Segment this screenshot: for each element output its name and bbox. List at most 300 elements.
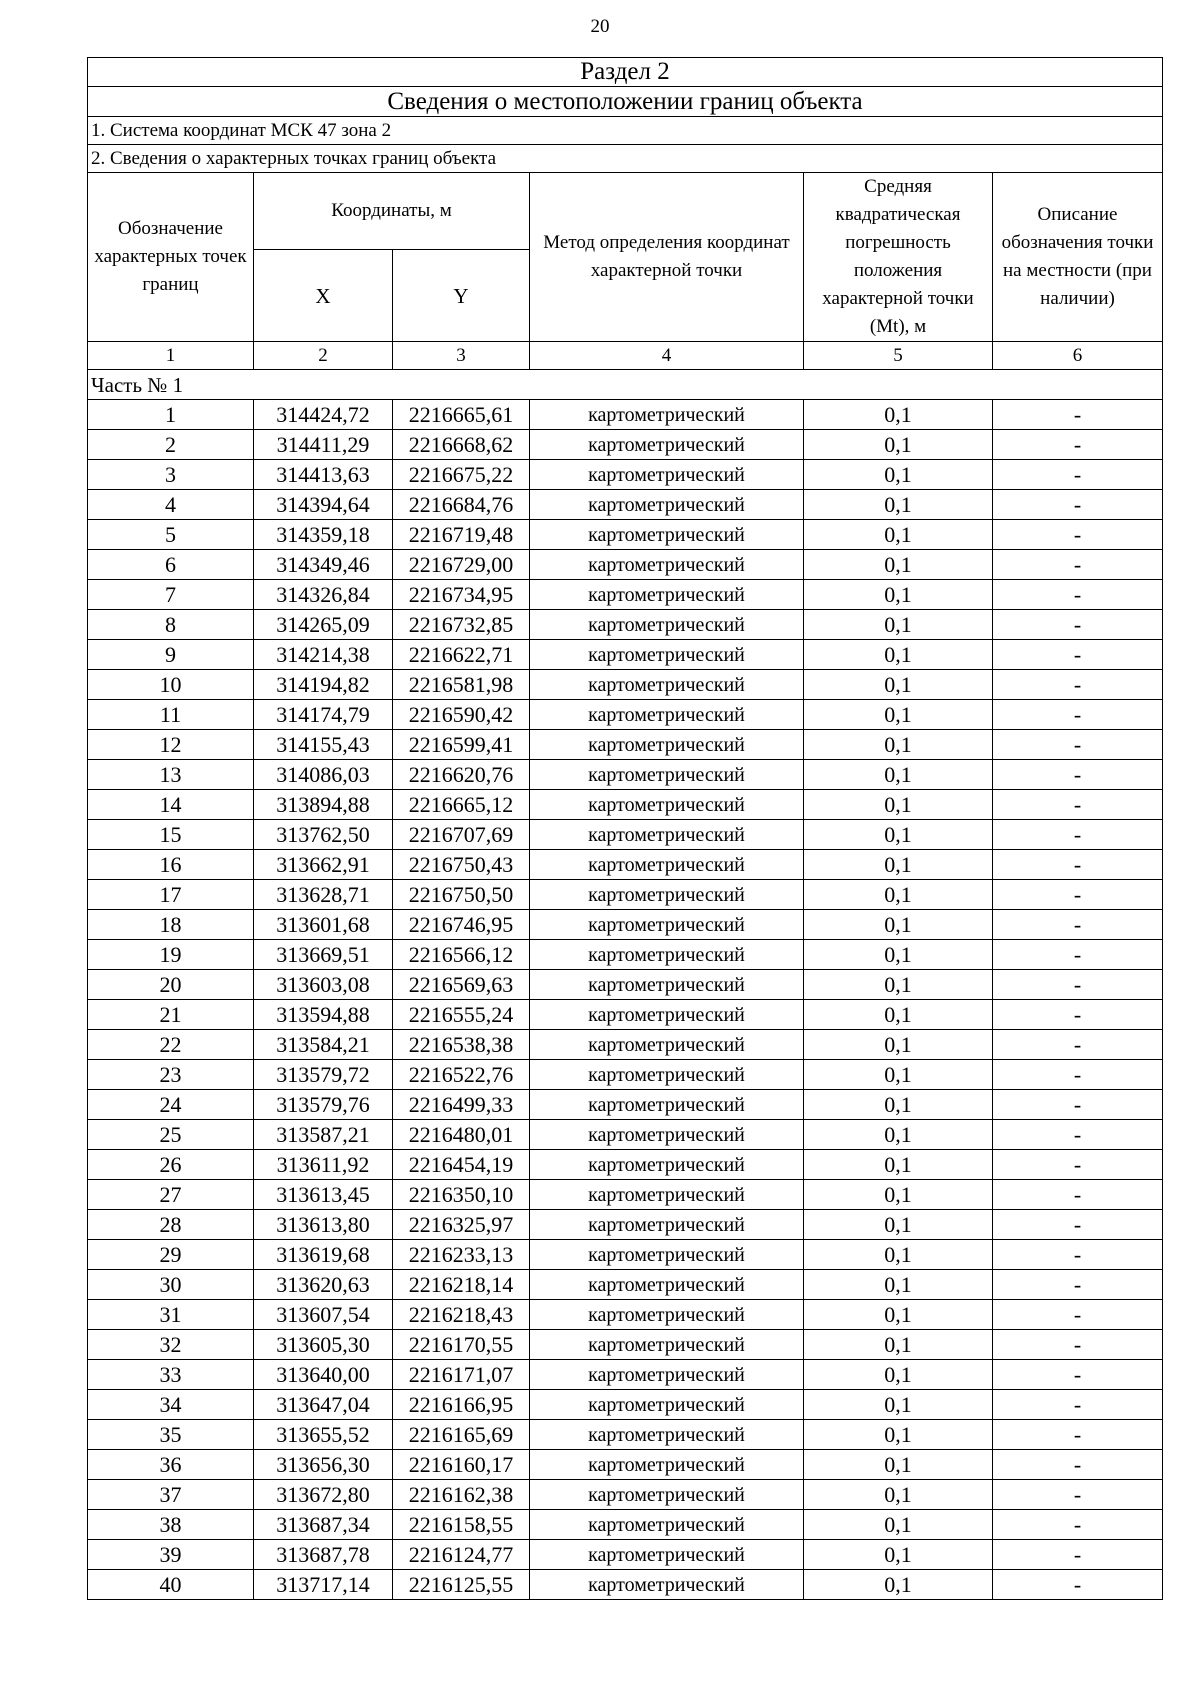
method: картометрический	[530, 670, 804, 700]
accuracy: 0,1	[804, 1180, 993, 1210]
description: -	[993, 490, 1163, 520]
point-number: 2	[88, 430, 254, 460]
coord-y: 2216620,76	[393, 760, 530, 790]
table-row	[88, 1420, 1163, 1450]
description: -	[993, 640, 1163, 670]
table-row	[88, 820, 1163, 850]
method: картометрический	[530, 460, 804, 490]
coord-x: 314194,82	[254, 670, 393, 700]
table-row	[88, 1030, 1163, 1060]
method: картометрический	[530, 1450, 804, 1480]
point-number: 12	[88, 730, 254, 760]
method: картометрический	[530, 1060, 804, 1090]
table-row	[88, 1300, 1163, 1330]
point-number: 7	[88, 580, 254, 610]
header-x: X	[254, 250, 393, 342]
method: картометрический	[530, 1180, 804, 1210]
accuracy: 0,1	[804, 1240, 993, 1270]
method: картометрический	[530, 490, 804, 520]
coord-y: 2216684,76	[393, 490, 530, 520]
point-number: 10	[88, 670, 254, 700]
description: -	[993, 1030, 1163, 1060]
coord-y: 2216675,22	[393, 460, 530, 490]
table-row	[88, 1210, 1163, 1240]
coord-y: 2216746,95	[393, 910, 530, 940]
table-row	[88, 520, 1163, 550]
coord-y: 2216350,10	[393, 1180, 530, 1210]
coord-x: 313717,14	[254, 1570, 393, 1600]
method: картометрический	[530, 400, 804, 430]
table-row	[88, 790, 1163, 820]
coord-y: 2216158,55	[393, 1510, 530, 1540]
table-row	[88, 640, 1163, 670]
coord-x: 314155,43	[254, 730, 393, 760]
section-title: Раздел 2	[88, 58, 1163, 87]
point-number: 22	[88, 1030, 254, 1060]
method: картометрический	[530, 700, 804, 730]
accuracy: 0,1	[804, 910, 993, 940]
coord-y: 2216325,97	[393, 1210, 530, 1240]
coord-x: 313619,68	[254, 1240, 393, 1270]
coord-x: 313669,51	[254, 940, 393, 970]
point-number: 23	[88, 1060, 254, 1090]
coord-x: 313655,52	[254, 1420, 393, 1450]
coord-x: 313611,92	[254, 1150, 393, 1180]
header-method: Метод определения координат характерной точки	[530, 173, 804, 342]
column-number: 3	[393, 342, 530, 370]
accuracy: 0,1	[804, 1450, 993, 1480]
table-row	[88, 970, 1163, 1000]
coord-x: 314394,64	[254, 490, 393, 520]
accuracy: 0,1	[804, 1120, 993, 1150]
coord-x: 313687,78	[254, 1540, 393, 1570]
method: картометрический	[530, 1330, 804, 1360]
coord-y: 2216166,95	[393, 1390, 530, 1420]
coord-x: 313594,88	[254, 1000, 393, 1030]
table-row	[88, 1540, 1163, 1570]
accuracy: 0,1	[804, 820, 993, 850]
method: картометрический	[530, 1150, 804, 1180]
description: -	[993, 1150, 1163, 1180]
point-number: 30	[88, 1270, 254, 1300]
coord-x: 313607,54	[254, 1300, 393, 1330]
table-row	[88, 580, 1163, 610]
coord-x: 314411,29	[254, 430, 393, 460]
table-row	[88, 550, 1163, 580]
accuracy: 0,1	[804, 460, 993, 490]
accuracy: 0,1	[804, 850, 993, 880]
point-number: 18	[88, 910, 254, 940]
accuracy: 0,1	[804, 580, 993, 610]
table-row	[88, 1060, 1163, 1090]
point-number: 14	[88, 790, 254, 820]
coord-y: 2216590,42	[393, 700, 530, 730]
point-number: 3	[88, 460, 254, 490]
coord-y: 2216729,00	[393, 550, 530, 580]
point-number: 13	[88, 760, 254, 790]
coord-x: 313687,34	[254, 1510, 393, 1540]
description: -	[993, 790, 1163, 820]
coord-x: 314424,72	[254, 400, 393, 430]
table-row	[88, 1390, 1163, 1420]
coord-y: 2216622,71	[393, 640, 530, 670]
table-row	[88, 1270, 1163, 1300]
description: -	[993, 1480, 1163, 1510]
accuracy: 0,1	[804, 640, 993, 670]
method: картометрический	[530, 760, 804, 790]
coord-x: 314413,63	[254, 460, 393, 490]
coord-x: 313672,80	[254, 1480, 393, 1510]
coord-y: 2216165,69	[393, 1420, 530, 1450]
coord-x: 313579,72	[254, 1060, 393, 1090]
coord-y: 2216499,33	[393, 1090, 530, 1120]
table-row	[88, 610, 1163, 640]
table-row	[88, 880, 1163, 910]
table-row	[88, 670, 1163, 700]
table-row	[88, 760, 1163, 790]
accuracy: 0,1	[804, 1000, 993, 1030]
description: -	[993, 850, 1163, 880]
point-number: 16	[88, 850, 254, 880]
coord-y: 2216707,69	[393, 820, 530, 850]
method: картометрический	[530, 1210, 804, 1240]
accuracy: 0,1	[804, 730, 993, 760]
method: картометрический	[530, 1240, 804, 1270]
description: -	[993, 1240, 1163, 1270]
method: картометрический	[530, 1090, 804, 1120]
description: -	[993, 1090, 1163, 1120]
method: картометрический	[530, 1480, 804, 1510]
coord-y: 2216171,07	[393, 1360, 530, 1390]
method: картометрический	[530, 1030, 804, 1060]
coord-x: 313620,63	[254, 1270, 393, 1300]
coord-y: 2216719,48	[393, 520, 530, 550]
method: картометрический	[530, 1570, 804, 1600]
header-accuracy: Средняя квадратическая погрешность положения характерной точки (Mt), м	[804, 173, 993, 342]
description: -	[993, 1390, 1163, 1420]
method: картометрический	[530, 1300, 804, 1330]
coord-y: 2216170,55	[393, 1330, 530, 1360]
accuracy: 0,1	[804, 940, 993, 970]
coord-y: 2216569,63	[393, 970, 530, 1000]
coord-y: 2216750,50	[393, 880, 530, 910]
coord-y: 2216555,24	[393, 1000, 530, 1030]
point-number: 25	[88, 1120, 254, 1150]
point-number: 21	[88, 1000, 254, 1030]
point-number: 27	[88, 1180, 254, 1210]
point-number: 19	[88, 940, 254, 970]
coord-y: 2216522,76	[393, 1060, 530, 1090]
coord-y: 2216668,62	[393, 430, 530, 460]
description: -	[993, 400, 1163, 430]
accuracy: 0,1	[804, 1060, 993, 1090]
coord-x: 313662,91	[254, 850, 393, 880]
coord-y: 2216162,38	[393, 1480, 530, 1510]
description: -	[993, 460, 1163, 490]
coord-y: 2216732,85	[393, 610, 530, 640]
method: картометрический	[530, 520, 804, 550]
point-number: 1	[88, 400, 254, 430]
method: картометрический	[530, 1120, 804, 1150]
point-number: 11	[88, 700, 254, 730]
point-number: 32	[88, 1330, 254, 1360]
point-number: 26	[88, 1150, 254, 1180]
table-row	[88, 1150, 1163, 1180]
accuracy: 0,1	[804, 490, 993, 520]
accuracy: 0,1	[804, 1420, 993, 1450]
coord-x: 313587,21	[254, 1120, 393, 1150]
point-number: 17	[88, 880, 254, 910]
point-number: 6	[88, 550, 254, 580]
coord-x: 313894,88	[254, 790, 393, 820]
accuracy: 0,1	[804, 400, 993, 430]
coord-y: 2216734,95	[393, 580, 530, 610]
accuracy: 0,1	[804, 430, 993, 460]
point-number: 28	[88, 1210, 254, 1240]
method: картометрический	[530, 1390, 804, 1420]
method: картометрический	[530, 1420, 804, 1450]
coord-x: 313613,45	[254, 1180, 393, 1210]
description: -	[993, 1450, 1163, 1480]
method: картометрический	[530, 880, 804, 910]
point-number: 33	[88, 1360, 254, 1390]
accuracy: 0,1	[804, 1480, 993, 1510]
coord-y: 2216124,77	[393, 1540, 530, 1570]
method: картометрический	[530, 1540, 804, 1570]
description: -	[993, 610, 1163, 640]
description: -	[993, 1180, 1163, 1210]
table-row	[88, 1000, 1163, 1030]
points-caption: 2. Сведения о характерных точках границ объекта	[88, 145, 1163, 173]
table-row	[88, 490, 1163, 520]
coord-y: 2216599,41	[393, 730, 530, 760]
description: -	[993, 520, 1163, 550]
header-coordinates: Координаты, м	[254, 173, 530, 250]
point-number: 20	[88, 970, 254, 1000]
header-description: Описание обозначения точки на местности (при наличии)	[993, 173, 1163, 342]
column-number: 2	[254, 342, 393, 370]
accuracy: 0,1	[804, 1030, 993, 1060]
point-number: 39	[88, 1540, 254, 1570]
part-label: Часть № 1	[88, 370, 1163, 400]
table-row	[88, 1240, 1163, 1270]
point-number: 8	[88, 610, 254, 640]
coord-y: 2216581,98	[393, 670, 530, 700]
description: -	[993, 1060, 1163, 1090]
table-row	[88, 1180, 1163, 1210]
coord-y: 2216750,43	[393, 850, 530, 880]
page-number: 20	[590, 16, 610, 37]
accuracy: 0,1	[804, 700, 993, 730]
header-designation: Обозначение характерных точек границ	[88, 173, 254, 342]
point-number: 9	[88, 640, 254, 670]
coord-y: 2216480,01	[393, 1120, 530, 1150]
accuracy: 0,1	[804, 760, 993, 790]
accuracy: 0,1	[804, 1330, 993, 1360]
point-number: 24	[88, 1090, 254, 1120]
accuracy: 0,1	[804, 1150, 993, 1180]
description: -	[993, 1420, 1163, 1450]
coord-x: 314174,79	[254, 700, 393, 730]
description: -	[993, 580, 1163, 610]
method: картометрический	[530, 580, 804, 610]
method: картометрический	[530, 790, 804, 820]
accuracy: 0,1	[804, 1270, 993, 1300]
method: картометрический	[530, 430, 804, 460]
point-number: 4	[88, 490, 254, 520]
coord-x: 314265,09	[254, 610, 393, 640]
description: -	[993, 760, 1163, 790]
accuracy: 0,1	[804, 970, 993, 1000]
description: -	[993, 1510, 1163, 1540]
table-row	[88, 1480, 1163, 1510]
method: картометрический	[530, 1270, 804, 1300]
coord-x: 313613,80	[254, 1210, 393, 1240]
description: -	[993, 910, 1163, 940]
point-number: 36	[88, 1450, 254, 1480]
method: картометрический	[530, 910, 804, 940]
method: картометрический	[530, 820, 804, 850]
section-subtitle: Сведения о местоположении границ объекта	[88, 87, 1163, 117]
table-row	[88, 1120, 1163, 1150]
table-row	[88, 850, 1163, 880]
coord-y: 2216218,43	[393, 1300, 530, 1330]
description: -	[993, 1540, 1163, 1570]
header-y: Y	[393, 250, 530, 342]
description: -	[993, 1360, 1163, 1390]
accuracy: 0,1	[804, 1570, 993, 1600]
table-row	[88, 910, 1163, 940]
point-number: 37	[88, 1480, 254, 1510]
description: -	[993, 700, 1163, 730]
accuracy: 0,1	[804, 1540, 993, 1570]
table-row	[88, 400, 1163, 430]
description: -	[993, 1210, 1163, 1240]
description: -	[993, 1300, 1163, 1330]
method: картометрический	[530, 1510, 804, 1540]
coord-y: 2216125,55	[393, 1570, 530, 1600]
accuracy: 0,1	[804, 520, 993, 550]
accuracy: 0,1	[804, 550, 993, 580]
accuracy: 0,1	[804, 1360, 993, 1390]
point-number: 15	[88, 820, 254, 850]
coord-y: 2216454,19	[393, 1150, 530, 1180]
accuracy: 0,1	[804, 1510, 993, 1540]
coord-y: 2216665,61	[393, 400, 530, 430]
table-row	[88, 940, 1163, 970]
coord-x: 313762,50	[254, 820, 393, 850]
table-row	[88, 1570, 1163, 1600]
coord-x: 313601,68	[254, 910, 393, 940]
coord-y: 2216538,38	[393, 1030, 530, 1060]
column-number: 5	[804, 342, 993, 370]
coord-x: 313628,71	[254, 880, 393, 910]
coord-x: 314349,46	[254, 550, 393, 580]
description: -	[993, 1330, 1163, 1360]
method: картометрический	[530, 730, 804, 760]
table-row	[88, 1090, 1163, 1120]
method: картометрический	[530, 970, 804, 1000]
coord-y: 2216218,14	[393, 1270, 530, 1300]
coord-x: 313656,30	[254, 1450, 393, 1480]
method: картометрический	[530, 610, 804, 640]
description: -	[993, 1570, 1163, 1600]
coord-x: 313584,21	[254, 1030, 393, 1060]
table-row	[88, 1360, 1163, 1390]
coord-y: 2216665,12	[393, 790, 530, 820]
description: -	[993, 430, 1163, 460]
table-row	[88, 1510, 1163, 1540]
description: -	[993, 550, 1163, 580]
point-number: 38	[88, 1510, 254, 1540]
coord-x: 314086,03	[254, 760, 393, 790]
point-number: 34	[88, 1390, 254, 1420]
description: -	[993, 730, 1163, 760]
accuracy: 0,1	[804, 880, 993, 910]
accuracy: 0,1	[804, 790, 993, 820]
coord-y: 2216566,12	[393, 940, 530, 970]
point-number: 40	[88, 1570, 254, 1600]
description: -	[993, 1000, 1163, 1030]
table-row	[88, 700, 1163, 730]
column-number: 4	[530, 342, 804, 370]
method: картометрический	[530, 850, 804, 880]
point-number: 29	[88, 1240, 254, 1270]
method: картометрический	[530, 550, 804, 580]
coord-x: 314359,18	[254, 520, 393, 550]
point-number: 31	[88, 1300, 254, 1330]
accuracy: 0,1	[804, 1390, 993, 1420]
table-row	[88, 1330, 1163, 1360]
coord-x: 313640,00	[254, 1360, 393, 1390]
description: -	[993, 970, 1163, 1000]
description: -	[993, 820, 1163, 850]
accuracy: 0,1	[804, 1090, 993, 1120]
accuracy: 0,1	[804, 1210, 993, 1240]
method: картометрический	[530, 1360, 804, 1390]
point-number: 35	[88, 1420, 254, 1450]
accuracy: 0,1	[804, 670, 993, 700]
coord-x: 313605,30	[254, 1330, 393, 1360]
coord-x: 313603,08	[254, 970, 393, 1000]
coord-system: 1. Система координат МСК 47 зона 2	[88, 117, 1163, 145]
accuracy: 0,1	[804, 1300, 993, 1330]
description: -	[993, 670, 1163, 700]
boundary-points-table	[87, 57, 1163, 1600]
column-number: 6	[993, 342, 1163, 370]
coord-x: 314214,38	[254, 640, 393, 670]
accuracy: 0,1	[804, 610, 993, 640]
table-row	[88, 430, 1163, 460]
table-row	[88, 1450, 1163, 1480]
description: -	[993, 940, 1163, 970]
description: -	[993, 1270, 1163, 1300]
table-row	[88, 460, 1163, 490]
coord-y: 2216233,13	[393, 1240, 530, 1270]
method: картометрический	[530, 1000, 804, 1030]
description: -	[993, 880, 1163, 910]
coord-x: 313647,04	[254, 1390, 393, 1420]
column-number: 1	[88, 342, 254, 370]
coord-x: 314326,84	[254, 580, 393, 610]
point-number: 5	[88, 520, 254, 550]
column-numbers-row	[88, 342, 1163, 370]
coord-y: 2216160,17	[393, 1450, 530, 1480]
method: картометрический	[530, 640, 804, 670]
method: картометрический	[530, 940, 804, 970]
description: -	[993, 1120, 1163, 1150]
table-row	[88, 730, 1163, 760]
